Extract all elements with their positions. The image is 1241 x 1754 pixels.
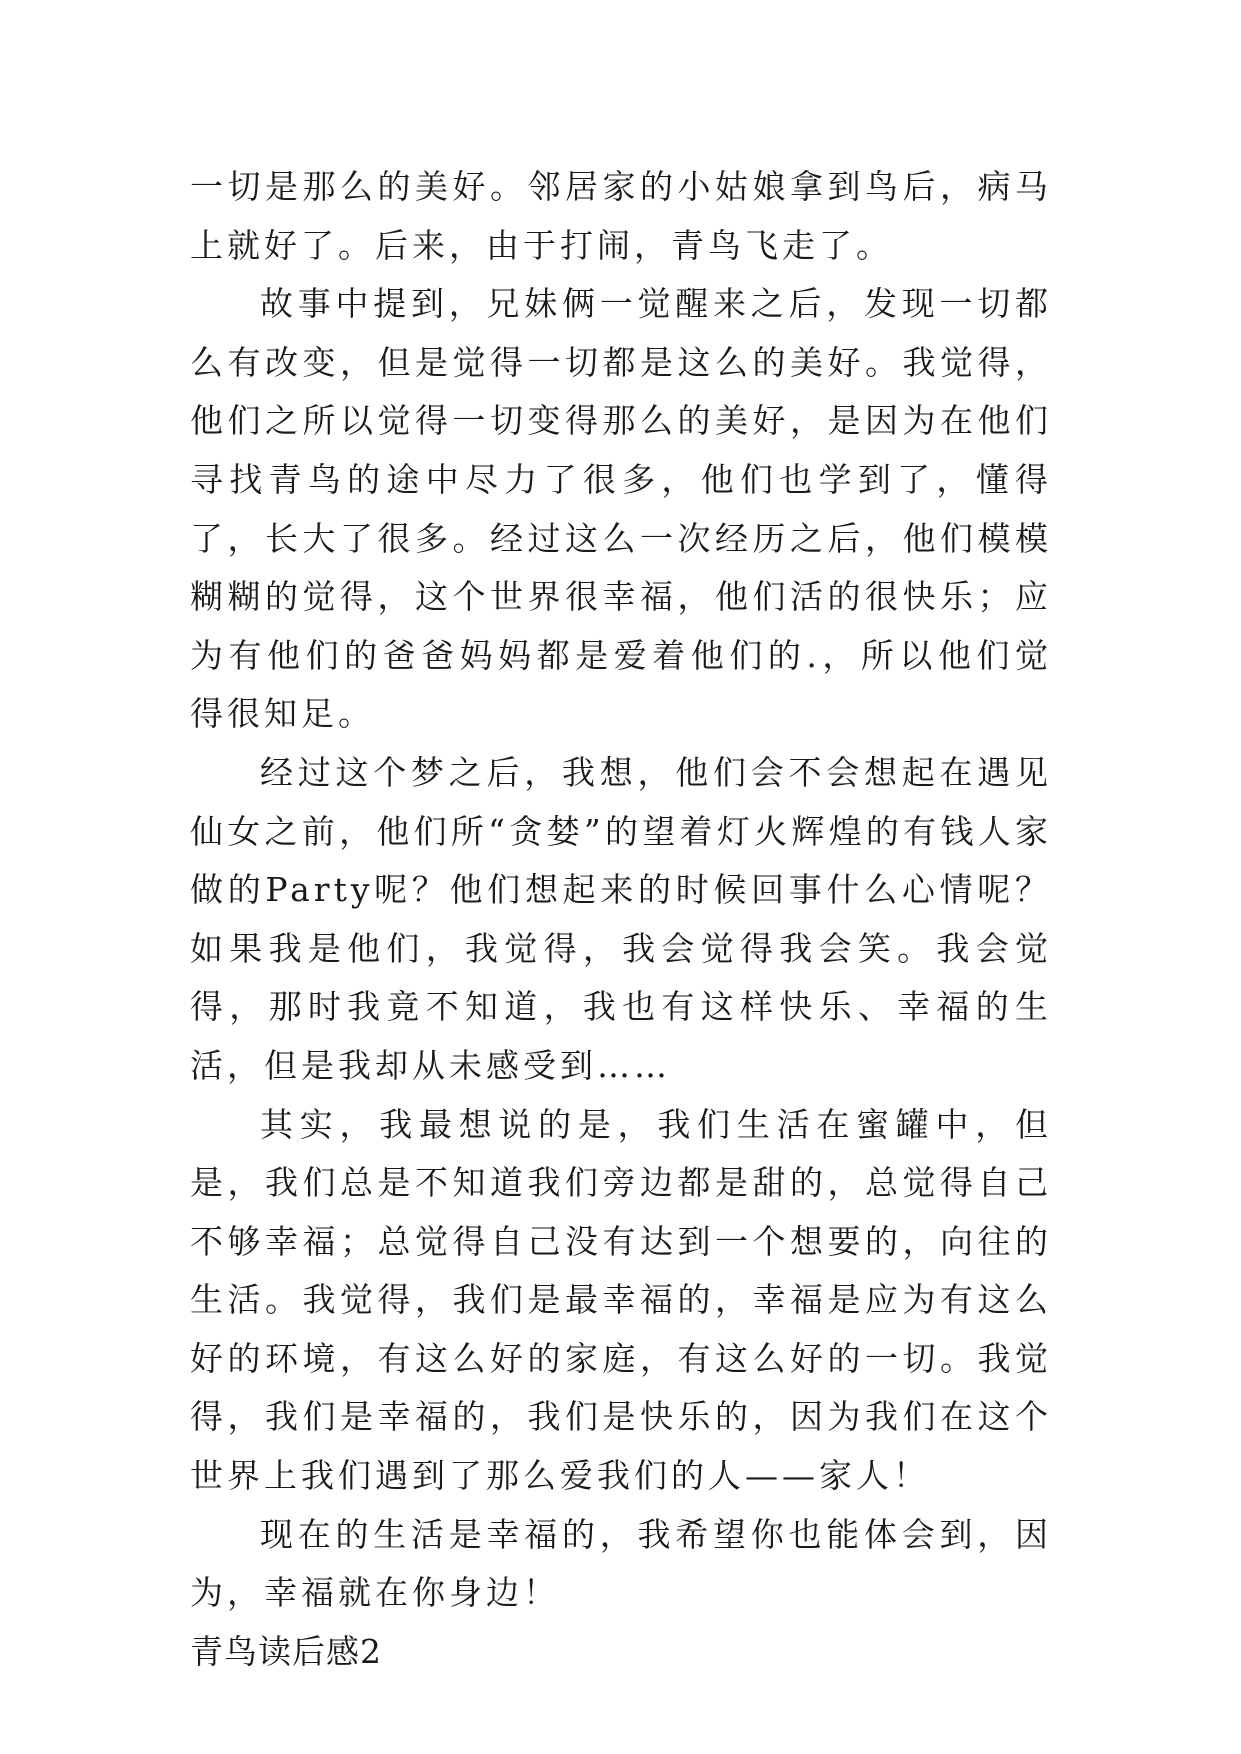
paragraph-3: 经过这个梦之后，我想，他们会不会想起在遇见仙女之前，他们所“贪婪”的望着灯火辉煌的有钱人家做的Party呢？他们想起来的时候回事什么心情呢？如果我是他们，我觉得，我会觉得我会笑。我会觉得，那时我竟不知道，我也有这样快乐、幸福的生活，但是我却从未感受到……	[190, 752, 1052, 1085]
document-body	[190, 158, 1052, 1681]
paragraph-4: 其实，我最想说的是，我们生活在蜜罐中，但是，我们总是不知道我们旁边都是甜的，总觉得自己不够幸福；总觉得自己没有达到一个想要的，向往的生活。我觉得，我们是最幸福的，幸福是应为有这么好的环境，有这么好的家庭，有这么好的一切。我觉得，我们是幸福的，我们是快乐的，因为我们在这个世界上我们遇到了那么爱我们的人——家人！	[190, 1104, 1052, 1496]
paragraph-2: 故事中提到，兄妹俩一觉醒来之后，发现一切都么有改变，但是觉得一切都是这么的美好。我觉得，他们之所以觉得一切变得那么的美好，是因为在他们寻找青鸟的途中尽力了很多，他们也学到了，懂得了，长大了很多。经过这么一次经历之后，他们模模糊糊的觉得，这个世界很幸福，他们活的很快乐；应为有他们的爸爸妈妈都是爱着他们的.，所以他们觉得很知足。	[190, 284, 1052, 734]
paragraph-1: 一切是那么的美好。邻居家的小姑娘拿到鸟后，病马上就好了。后来，由于打闹，青鸟飞走了。	[190, 167, 1052, 265]
paragraph-5: 现在的生活是幸福的，我希望你也能体会到，因为，幸福就在你身边！	[190, 1514, 1052, 1613]
section-heading: 青鸟读后感2	[190, 1631, 382, 1671]
